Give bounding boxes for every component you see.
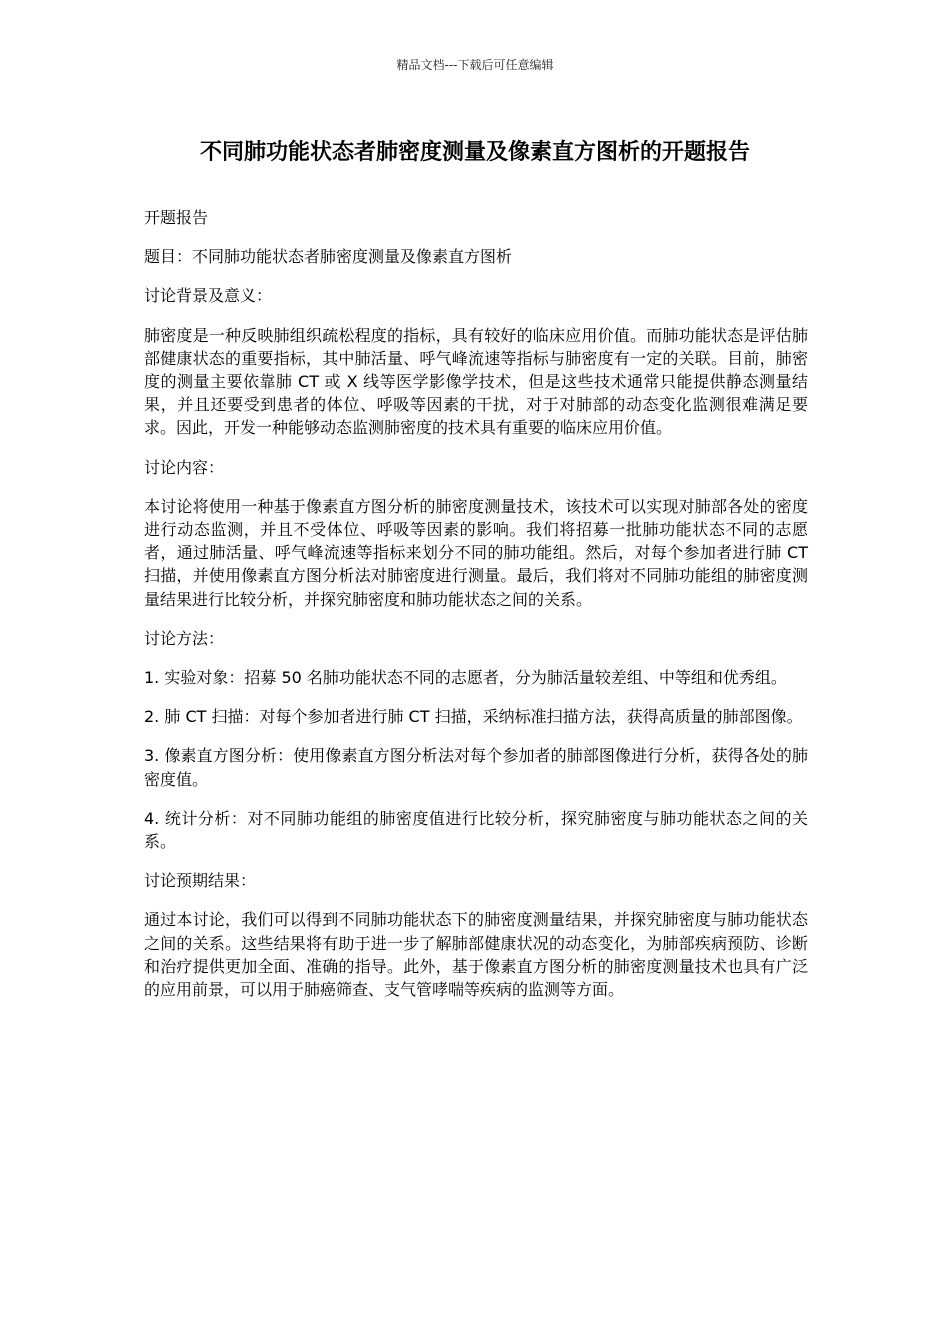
expected-results-paragraph: 通过本讨论，我们可以得到不同肺功能状态下的肺密度测量结果，并探究肺密度与肺功能状态之间的关系。这些结果将有助于进一步了解肺部健康状况的动态变化，为肺部疾病预防、诊断和治疗提供更加全面、准确的指导。此外，基于像素直方图分析的肺密度测量技术也具有广泛的应用前景，可以用于肺癌筛查、支气管哮喘等疾病的监测等方面。 [144, 910, 808, 1000]
content-paragraph: 本讨论将使用一种基于像素直方图分析的肺密度测量技术，该技术可以实现对肺部各处的密度进行动态监测，并且不受体位、呼吸等因素的影响。我们将招募一批肺功能状态不同的志愿者，通过肺活量、呼气峰流速等指标来划分不同的肺功能组。然后，对每个参加者进行肺 CT 扫描，并使用像素直方图分析法对肺密度进行测量。最后，我们将对不同肺功能组的肺密度测量结果进行比较分析，并探究肺密度和肺功能状态之间的关系。 [144, 496, 808, 609]
method-item-4: 4. 统计分析：对不同肺功能组的肺密度值进行比较分析，探究肺密度与肺功能状态之间的关系。 [144, 808, 808, 852]
background-paragraph: 肺密度是一种反映肺组织疏松程度的指标，具有较好的临床应用价值。而肺功能状态是评估肺部健康状态的重要指标，其中肺活量、呼气峰流速等指标与肺密度有一定的关联。目前，肺密度的测量主要依靠肺 CT 或 X 线等医学影像学技术，但是这些技术通常只能提供静态测量结果，并且还要受到患者的体位、呼吸等因素的干扰，对于对肺部的动态变化监测很难满足要求。因此，开发一种能够动态监测肺密度的技术具有重要的临床应用价值。 [144, 325, 808, 438]
method-item-3: 3. 像素直方图分析：使用像素直方图分析法对每个参加者的肺部图像进行分析，获得各处的肺密度值。 [144, 746, 808, 789]
document-title: 不同肺功能状态者肺密度测量及像素直方图析的开题报告 [199, 140, 750, 165]
topic-line: 题目：不同肺功能状态者肺密度测量及像素直方图析 [144, 247, 513, 267]
section-heading-methods: 讨论方法： [144, 628, 225, 648]
document-body [144, 206, 808, 1017]
section-heading-expected-results: 讨论预期结果： [144, 871, 257, 891]
page-header: 精品文档---下载后可任意编辑 [396, 58, 554, 72]
method-item-2: 2. 肺 CT 扫描：对每个参加者进行肺 CT 扫描，采纳标准扫描方法，获得高质量的肺部图像。 [144, 707, 803, 727]
section-heading-content: 讨论内容： [144, 457, 225, 477]
section-label-report: 开题报告 [144, 208, 209, 227]
method-item-1: 1. 实验对象：招募 50 名肺功能状态不同的志愿者，分为肺活量较差组、中等组和优秀组。 [144, 668, 787, 688]
section-heading-background: 讨论背景及意义： [144, 286, 273, 306]
